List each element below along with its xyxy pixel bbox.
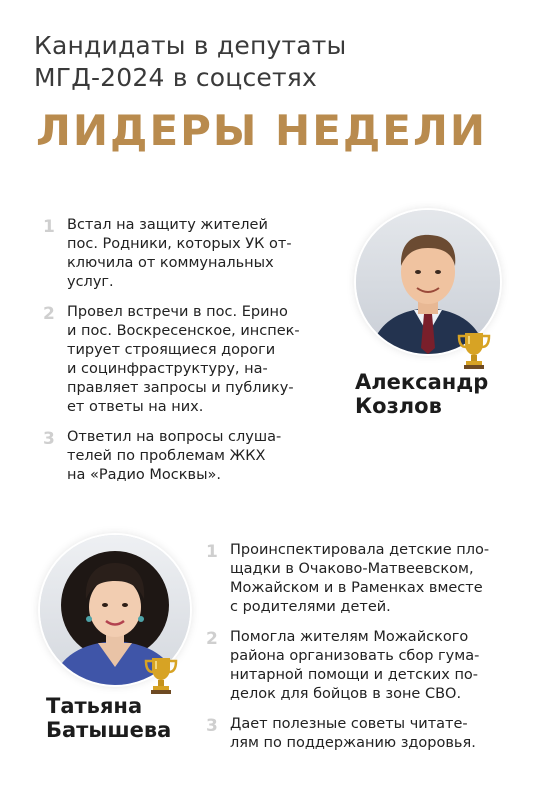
item-text-line: тирует строящиеся дороги xyxy=(67,342,276,358)
item-text-line: Помогла жителям Можайского xyxy=(230,629,469,645)
list-item xyxy=(43,216,333,292)
item-text-line: ключила от коммунальных xyxy=(67,255,274,271)
achievements-list-kozlov xyxy=(43,216,333,485)
item-text-line: с родителями детей. xyxy=(230,599,391,615)
last-name: Батышева xyxy=(46,718,172,742)
candidate-name-batysheva xyxy=(46,694,171,742)
item-text-line: телей по проблемам ЖКХ xyxy=(67,448,266,464)
subtitle-line-2: МГД-2024 в соцсетях xyxy=(34,63,317,92)
item-text-line: и социнфраструктуру, на- xyxy=(67,361,268,377)
item-text-line: Дает полезные советы читате- xyxy=(230,716,468,732)
item-number: 2 xyxy=(206,629,218,649)
list-item xyxy=(206,715,506,753)
list-item xyxy=(43,303,333,417)
item-text-line: Можайском и в Раменках вместе xyxy=(230,580,483,596)
item-text-line: пос. Родники, которых УК от- xyxy=(67,236,292,252)
subtitle xyxy=(34,30,504,94)
item-text-line: ет ответы на них. xyxy=(67,399,204,415)
item-text-line: Проинспектировала детские пло- xyxy=(230,542,490,558)
list-item xyxy=(206,541,506,617)
item-number: 3 xyxy=(43,429,55,449)
achievements-list-batysheva xyxy=(206,541,506,753)
item-text-line: района организовать сбор гума- xyxy=(230,648,480,664)
trophy-icon xyxy=(456,330,492,370)
list-item xyxy=(43,428,333,485)
subtitle-line-1: Кандидаты в депутаты xyxy=(34,31,347,60)
list-item xyxy=(206,628,506,704)
item-text-line: Встал на защиту жителей xyxy=(67,217,268,233)
item-number: 2 xyxy=(43,304,55,324)
trophy-icon xyxy=(143,655,179,695)
item-number: 3 xyxy=(206,716,218,736)
item-number: 1 xyxy=(206,542,218,562)
item-text-line: нитарной помощи и детских по- xyxy=(230,667,479,683)
first-name: Татьяна xyxy=(46,694,143,718)
last-name: Козлов xyxy=(355,394,442,418)
page-title: ЛИДЕРЫ НЕДЕЛИ xyxy=(36,106,488,155)
item-text-line: делок для бойцов в зоне СВО. xyxy=(230,686,462,702)
item-text-line: услуг. xyxy=(67,274,114,290)
candidate-name-kozlov xyxy=(355,370,488,418)
item-text-line: правляет запросы и публику- xyxy=(67,380,294,396)
item-text-line: лям по поддержанию здоровья. xyxy=(230,735,476,751)
item-text-line: на «Радио Москвы». xyxy=(67,467,221,483)
item-text-line: и пос. Воскресенское, инспек- xyxy=(67,323,300,339)
item-text-line: Ответил на вопросы слуша- xyxy=(67,429,282,445)
item-text-line: щадки в Очаково-Матвеевском, xyxy=(230,561,474,577)
item-number: 1 xyxy=(43,217,55,237)
first-name: Александр xyxy=(355,370,489,394)
item-text-line: Провел встречи в пос. Ерино xyxy=(67,304,288,320)
